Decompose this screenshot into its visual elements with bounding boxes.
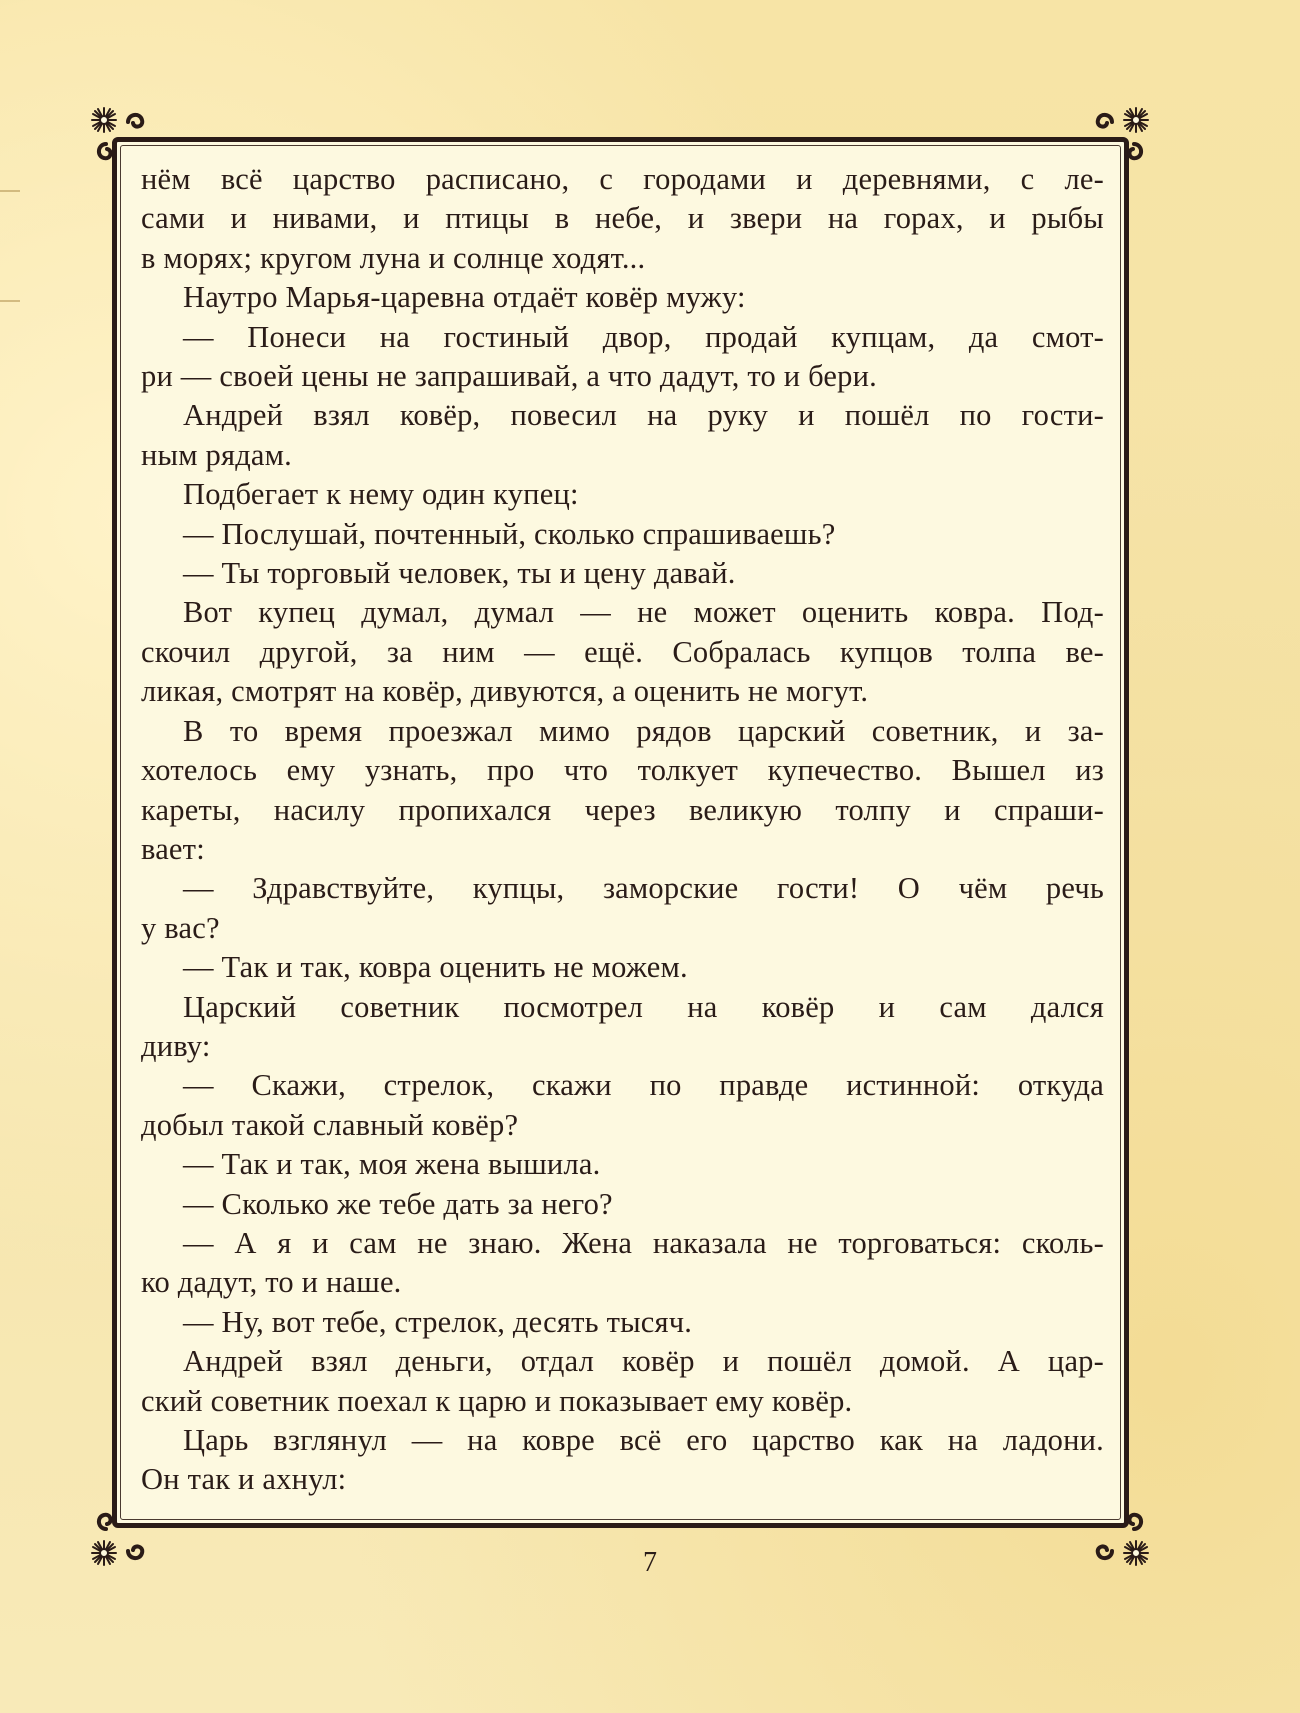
story-text xyxy=(141,160,1104,1500)
text-line: диву: xyxy=(141,1028,211,1063)
text-line: хотелось ему узнать, про что толкует купечество. Вышел из xyxy=(141,753,1104,788)
text-line: Подбегает к нему один купец: xyxy=(183,477,579,512)
text-line: — Ну, вот тебе, стрелок, десять тысяч. xyxy=(183,1304,693,1339)
text-line: — Послушай, почтенный, сколько спрашиваешь? xyxy=(183,516,836,551)
text-line: ным рядам. xyxy=(141,437,293,472)
text-line: скочил другой, за ним — ещё. Собралась купцов толпа ве- xyxy=(141,634,1104,669)
text-line: Царский советник посмотрел на ковёр и сам дался xyxy=(183,989,1104,1024)
text-line: ко дадут, то и наше. xyxy=(141,1265,402,1300)
text-line: — Здравствуйте, купцы, заморские гости! О чём речь xyxy=(183,871,1104,906)
text-line: у вас? xyxy=(141,910,220,945)
text-line: ский советник поехал к царю и показывает ему ковёр. xyxy=(141,1383,853,1418)
text-line: в морях; кругом луна и солнце ходят... xyxy=(141,240,646,275)
text-line: Андрей взял деньги, отдал ковёр и пошёл домой. А цар- xyxy=(183,1344,1104,1379)
text-line: Наутро Марья-царевна отдаёт ковёр мужу: xyxy=(183,280,746,315)
text-line: ри — своей цены не запрашивай, а что дадут, то и бери. xyxy=(141,359,877,394)
text-line: — Скажи, стрелок, скажи по правде истинной: откуда xyxy=(183,1068,1104,1103)
text-line: — Так и так, ковра оценить не можем. xyxy=(183,950,688,985)
text-line: — А я и сам не знаю. Жена наказала не торговаться: сколь- xyxy=(183,1225,1104,1260)
page-edge-mark xyxy=(0,190,20,192)
text-line: добыл такой славный ковёр? xyxy=(141,1107,519,1142)
text-line: — Сколько же тебе дать за него? xyxy=(183,1186,613,1221)
text-line: сами и нивами, и птицы в небе, и звери на горах, и рыбы xyxy=(141,201,1104,236)
text-line: В то время проезжал мимо рядов царский советник, и за- xyxy=(183,713,1104,748)
text-line: вает: xyxy=(141,831,205,866)
text-line: нём всё царство расписано, с городами и деревнями, с ле- xyxy=(141,162,1104,196)
text-line: — Так и так, моя жена вышила. xyxy=(183,1147,601,1182)
text-line: — Понеси на гостиный двор, продай купцам, да смот- xyxy=(183,319,1104,354)
page-edge-mark xyxy=(0,300,20,302)
text-line: ликая, смотрят на ковёр, дивуются, а оценить не могут. xyxy=(141,674,869,709)
text-line: кареты, насилу пропихался через великую толпу и спраши- xyxy=(141,792,1104,827)
text-line: Царь взглянул — на ковре всё его царство как на ладони. xyxy=(183,1423,1104,1457)
text-line: Вот купец думал, думал — не может оценить ковра. Под- xyxy=(183,595,1104,630)
text-line: — Ты торговый человек, ты и цену давай. xyxy=(183,556,736,591)
text-line: Андрей взял ковёр, повесил на руку и пошёл по гости- xyxy=(183,398,1104,433)
page-number: 7 xyxy=(643,1547,657,1578)
text-line: Он так и ахнул: xyxy=(141,1462,347,1497)
